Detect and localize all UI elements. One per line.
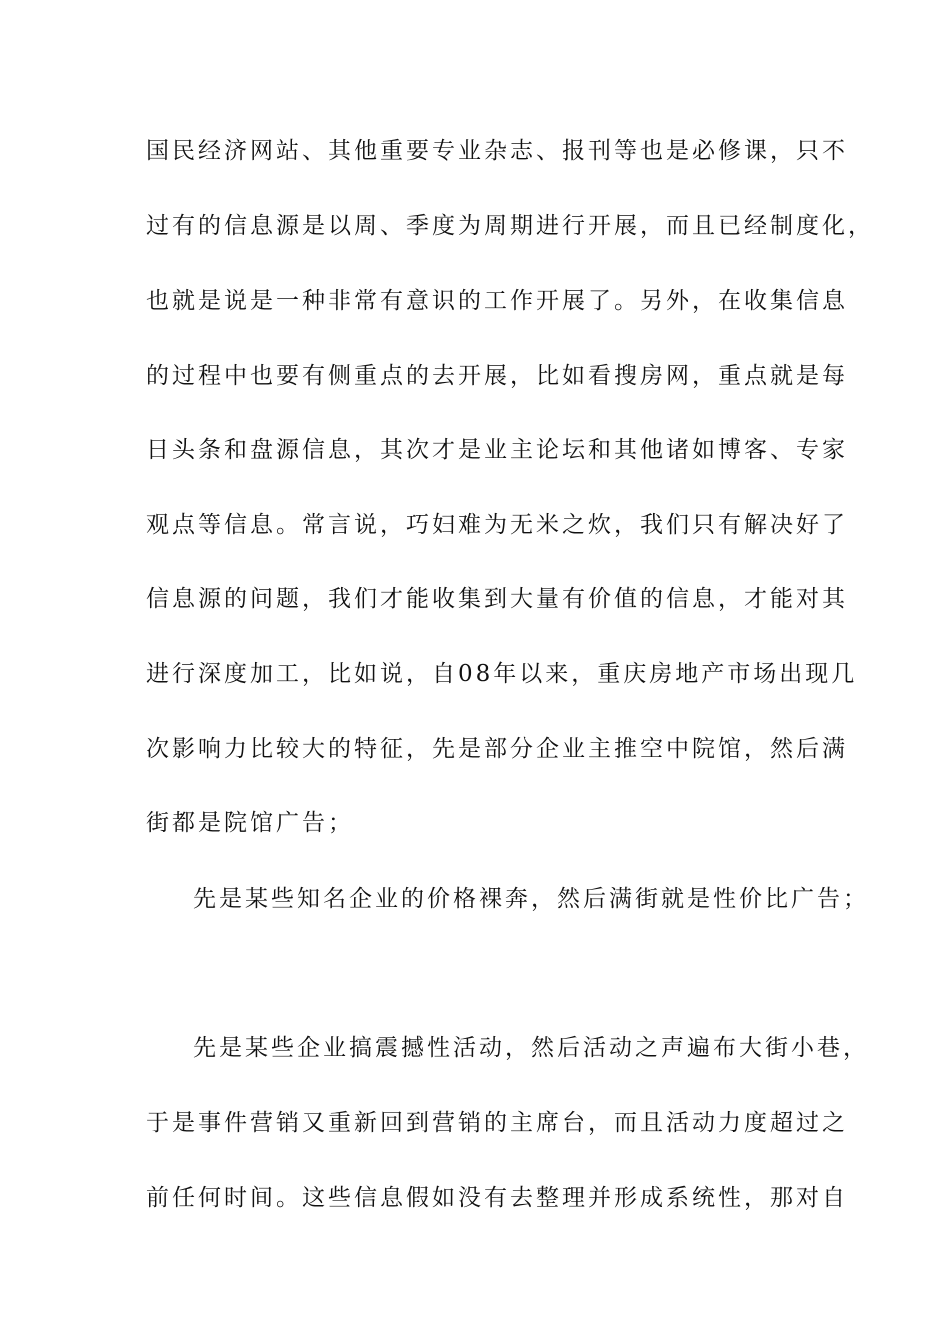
text-line-4: 的过程中也要有侧重点的去开展，比如看搜房网，重点就是每 <box>146 363 848 389</box>
text-line-14: 前任何时间。这些信息假如没有去整理并形成系统性，那对自 <box>146 1185 848 1211</box>
text-line-10: 街都是院馆广告； <box>146 810 354 836</box>
text-line-6: 观点等信息。常言说，巧妇难为无米之炊，我们只有解决好了 <box>146 512 848 538</box>
paragraph-line-11: 先是某些知名企业的价格裸奔，然后满街就是性价比广告； <box>193 886 869 912</box>
text-line-5: 日头条和盘源信息，其次才是业主论坛和其他诸如博客、专家 <box>146 437 848 463</box>
text-line-13: 于是事件营销又重新回到营销的主席台，而且活动力度超过之 <box>146 1110 848 1136</box>
text-line-7: 信息源的问题，我们才能收集到大量有价值的信息，才能对其 <box>146 586 848 612</box>
text-line-8: 进行深度加工，比如说，自08年以来，重庆房地产市场出现几 <box>146 661 858 687</box>
text-line-1: 国民经济网站、其他重要专业杂志、报刊等也是必修课，只不 <box>146 138 848 164</box>
paragraph-line-12: 先是某些企业搞震撼性活动，然后活动之声遍布大街小巷， <box>193 1035 869 1061</box>
text-line-2: 过有的信息源是以周、季度为周期进行开展，而且已经制度化， <box>146 213 874 239</box>
text-line-3: 也就是说是一种非常有意识的工作开展了。另外，在收集信息 <box>146 288 848 314</box>
text-line-9: 次影响力比较大的特征，先是部分企业主推空中院馆，然后满 <box>146 736 848 762</box>
